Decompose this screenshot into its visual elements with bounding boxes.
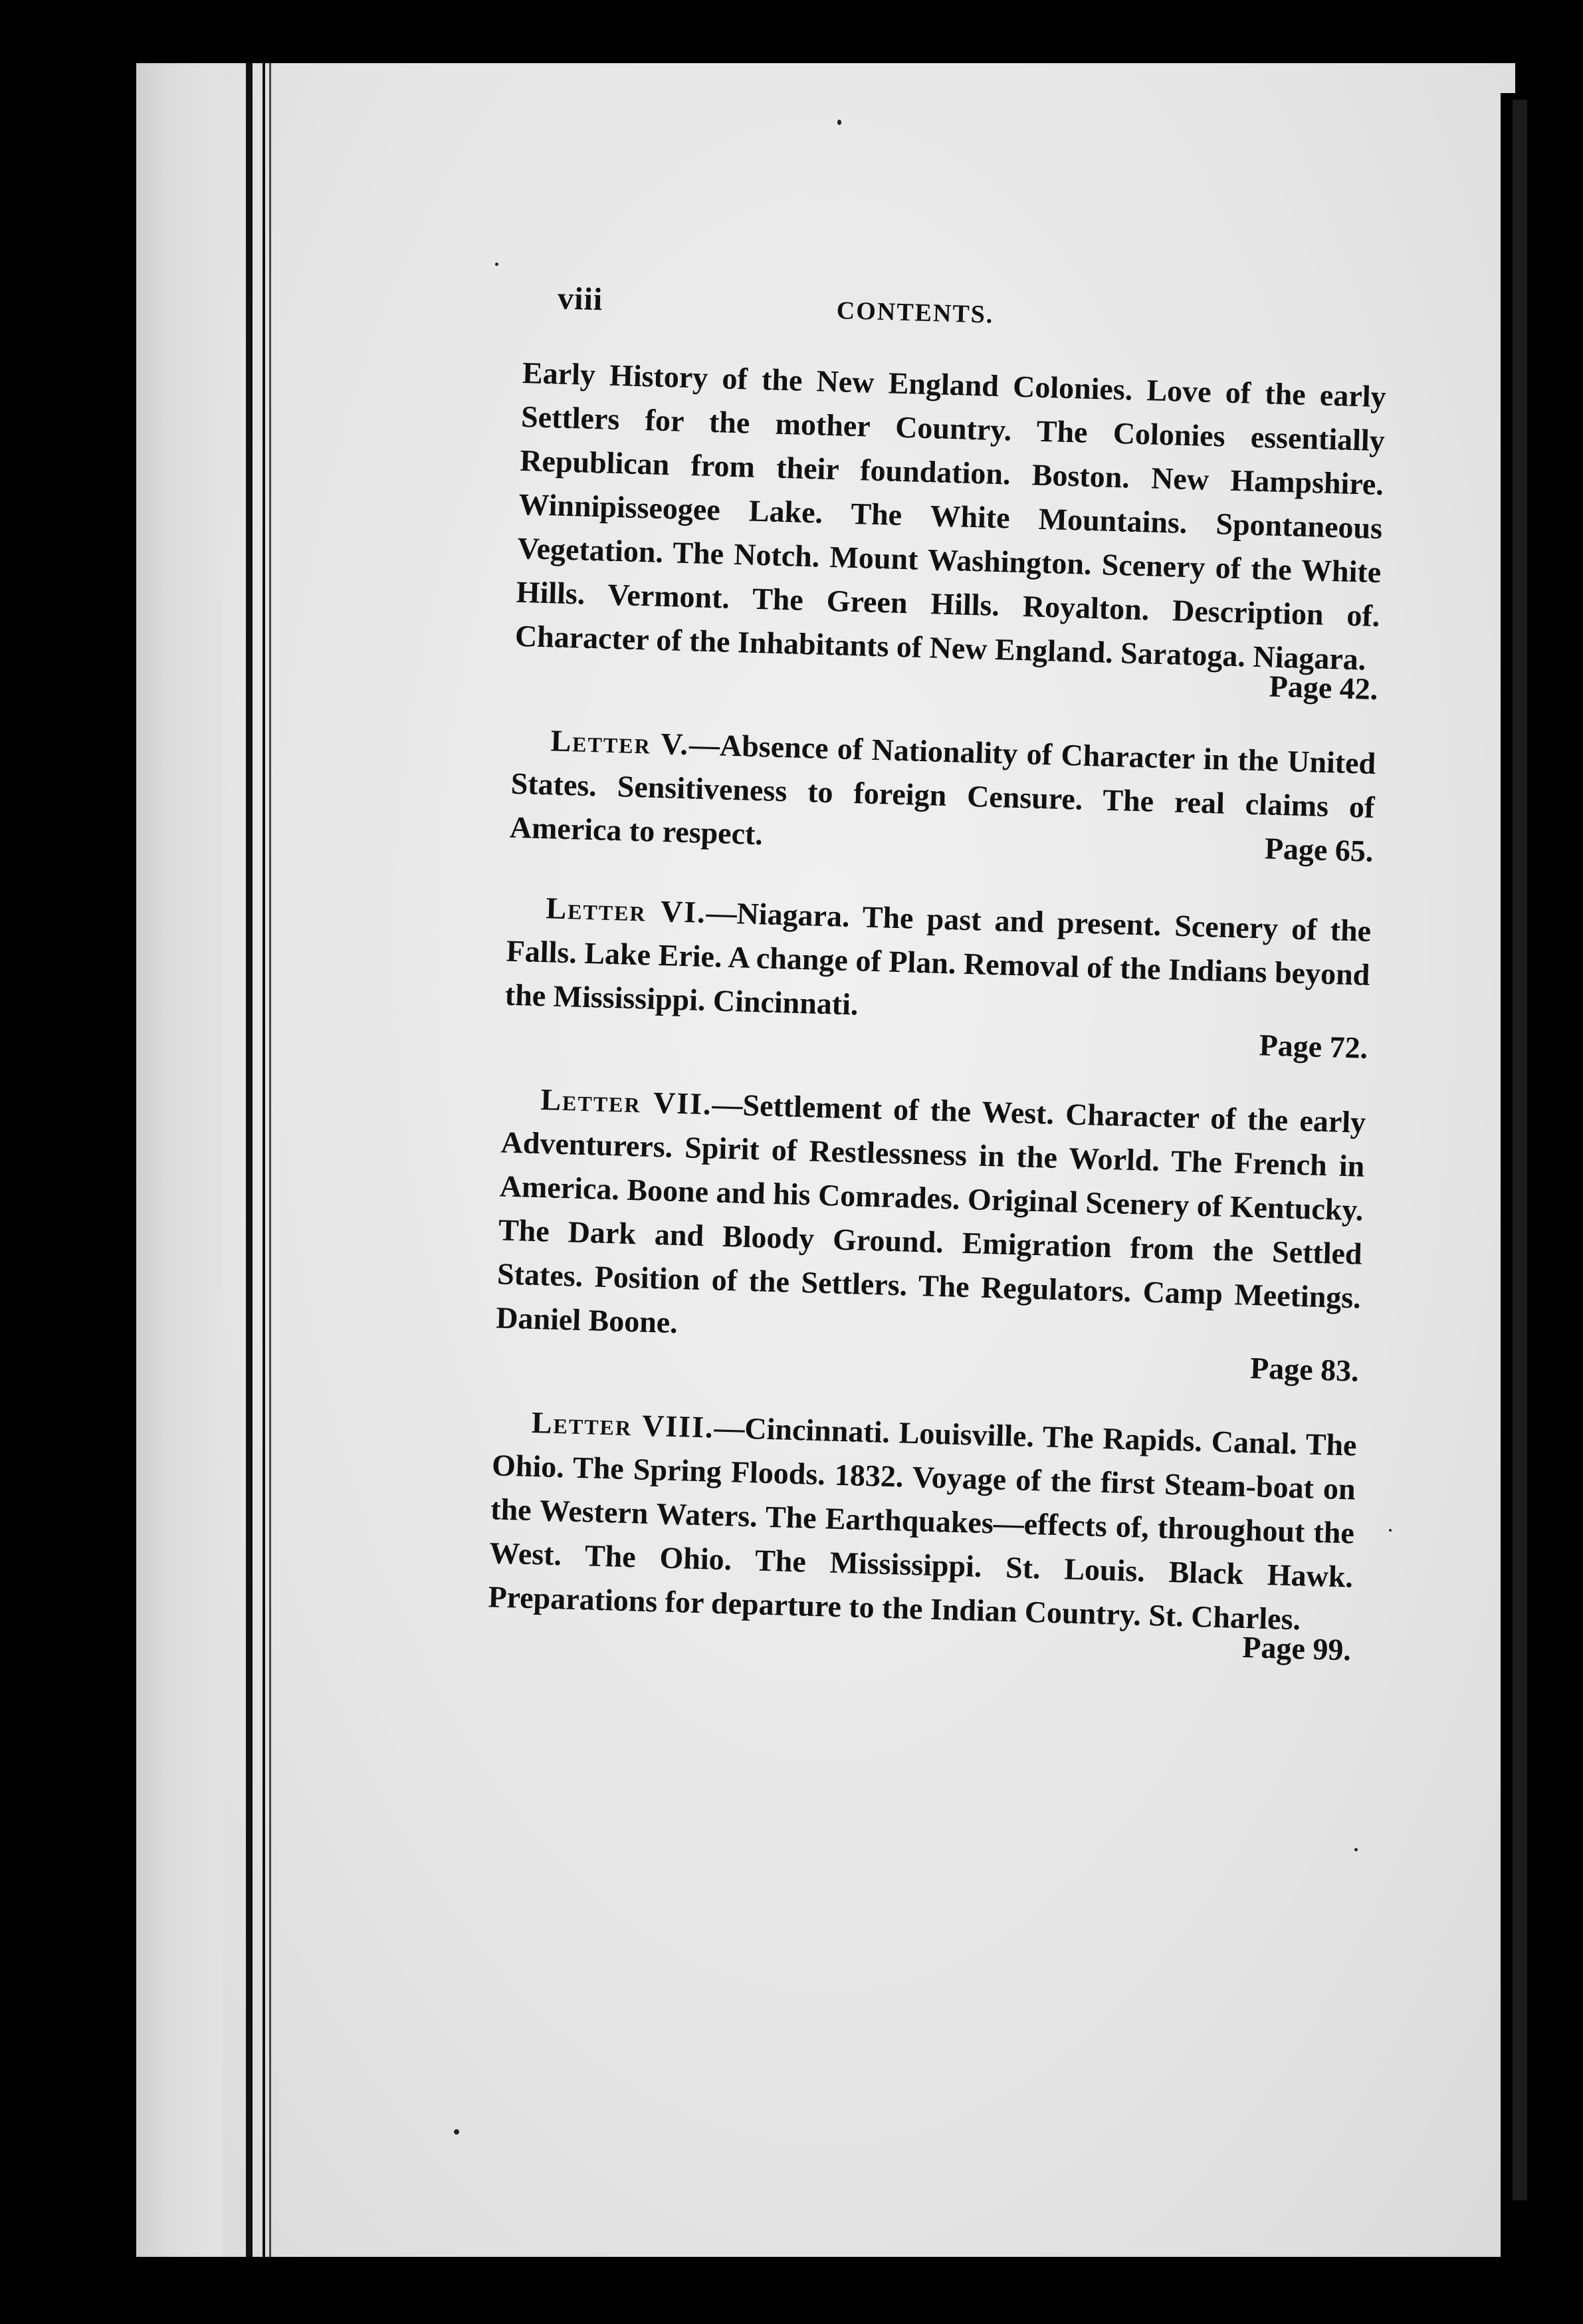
letter-label: Letter VII. <box>540 1082 713 1121</box>
paper-speck <box>454 2129 459 2135</box>
paper-speck <box>495 263 498 266</box>
binding-line <box>269 63 271 2257</box>
entry-text: —Absence of Nationality of Character in the United States. Sensitiveness to foreign Censure. The real claims of America to respect. <box>509 727 1376 852</box>
contents-page-body <box>487 279 1389 1667</box>
contents-entry <box>514 351 1386 682</box>
letter-label: Letter VIII. <box>531 1405 715 1445</box>
running-head: CONTENTS. <box>836 296 994 329</box>
entry-page-reference: Page 72. <box>1259 1028 1368 1065</box>
entry-text: Early History of the New England Colonies. Love of the early Settlers for the mother Country. The Colonies essentially Republican from their foundation. Boston. New Hampshire. Winnipisseogee Lake. The White Mountains. Spontaneous Vegetation. The Notch. Mount Washington. Scenery of the White Hills. Vermont. The Green Hills. Royalton. Description of. Character of the Inhabitants of New England. Saratoga. Niagara. <box>514 355 1387 677</box>
binding-line <box>263 63 265 2257</box>
letter-label: Letter V. <box>550 723 690 762</box>
entry-page-reference: Page 65. <box>1264 831 1374 868</box>
adjacent-page-sliver <box>1513 100 1527 2200</box>
entry-text: —Niagara. The past and present. Scenery of the Falls. Lake Erie. A change of Plan. Removal of the Indians beyond the Mississippi. Cincinnati. <box>504 895 1372 1022</box>
entry-text: —Cincinnati. Louisville. The Rapids. Canal. The Ohio. The Spring Floods. 1832. Voyage of the first Steam-boat on the Western Waters. The Earthquakes—effects of, throughout the West. The Ohio. The Mississippi. St. Louis. Black Hawk. Preparations for departure to the Indian Country. St. Charles. <box>487 1410 1358 1637</box>
letter-label: Letter VI. <box>545 891 707 929</box>
entry-page-reference: Page 99. <box>1241 1629 1352 1667</box>
entry-page-reference: Page 83. <box>1249 1351 1360 1388</box>
entry-page-reference: Page 42. <box>1269 669 1378 707</box>
paper-speck <box>1389 1529 1392 1532</box>
page-gutter <box>136 63 223 2257</box>
page-number: viii <box>557 281 603 318</box>
paper-speck <box>1354 1848 1358 1851</box>
paper-speck <box>837 120 841 125</box>
binding-line <box>246 63 253 2257</box>
contents-entry <box>495 1077 1366 1364</box>
contents-entry <box>504 885 1372 1041</box>
contents-entry <box>488 1399 1358 1643</box>
entry-text: —Settlement of the West. Character of the early Adventurers. Spirit of Restlessness in the World. The French in America. Boone and his Comrades. Original Scenery of Kentucky. The Dark and Bloody Ground. Emigration from the Settled States. Position of the Settlers. The Regulators. Camp Meetings. Daniel Boone. <box>495 1087 1366 1340</box>
contents-entry <box>509 718 1376 873</box>
